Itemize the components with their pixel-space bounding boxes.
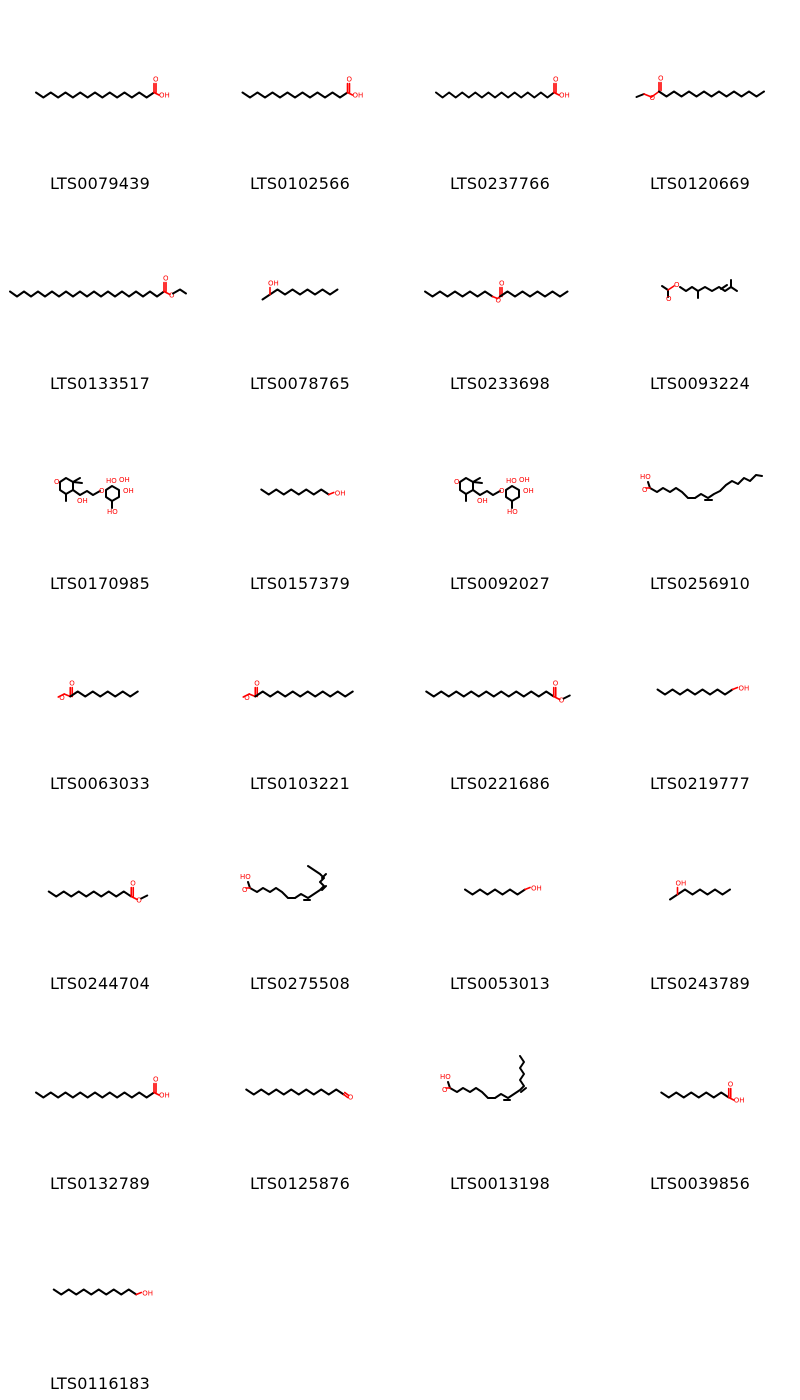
structure-drawing: [400, 400, 600, 560]
structure-drawing: [0, 400, 200, 560]
molecule-id-label: LTS0244704: [50, 974, 150, 993]
hydroxyl-label: HO: [507, 508, 518, 516]
molecule-cell: [400, 400, 600, 600]
molecule-cell: [0, 400, 200, 600]
molecule-cell: [0, 0, 200, 200]
hydroxyl-bond: [525, 888, 530, 890]
molecule-id-label: LTS0219777: [650, 774, 750, 793]
molecule-cell: [200, 400, 400, 600]
ester-oxygen-label: O: [649, 94, 656, 102]
bond-chain: [60, 478, 73, 494]
ester-oxygen-label: O: [59, 694, 65, 702]
hydroxyl-label: HO: [240, 873, 251, 881]
oxygen-label: O: [658, 74, 664, 83]
ketone-oxygen-label: O: [454, 478, 460, 486]
bond-chain: [73, 490, 100, 495]
oxygen-label: O: [242, 886, 248, 894]
oxygen-label: O: [153, 1075, 159, 1084]
hydroxyl-label: OH: [159, 1091, 170, 1100]
glycosidic-oxygen-label: O: [499, 487, 505, 495]
molecule-id-label: LTS0063033: [50, 774, 150, 793]
structure-drawing: [0, 200, 200, 360]
structure-drawing: [600, 800, 800, 960]
structure-drawing: [200, 1000, 400, 1160]
molecule-id-label: LTS0256910: [650, 574, 750, 593]
structure-drawing: [200, 0, 400, 160]
oxygen-label: O: [499, 279, 505, 288]
structure-drawing: [0, 1000, 200, 1160]
bond-chain: [678, 890, 731, 895]
molecule-cell: [0, 1200, 200, 1400]
ester-oxygen-label: O: [558, 696, 565, 705]
hydroxyl-bond: [733, 688, 738, 690]
oxygen-label: O: [727, 1080, 734, 1089]
bond-chain: [10, 292, 164, 297]
molecule-cell: [200, 800, 400, 1000]
molecule-id-label: LTS0092027: [450, 574, 550, 593]
bond-chain: [70, 692, 138, 697]
hydroxyl-label: HO: [107, 508, 118, 516]
methyl-bond: [141, 896, 147, 899]
molecule-id-label: LTS0132789: [50, 1174, 150, 1193]
molecule-id-label: LTS0237766: [450, 174, 550, 193]
molecule-id-label: LTS0093224: [650, 374, 750, 393]
molecule-cell: [200, 1000, 400, 1200]
structure-drawing: [0, 1200, 200, 1360]
molecule-id-label: LTS0116183: [50, 1374, 150, 1393]
bond-chain: [495, 1056, 524, 1098]
ester-oxygen-label: O: [674, 281, 680, 289]
bond-chain: [49, 892, 132, 897]
hydroxyl-label: OH: [675, 879, 687, 888]
hydroxyl-label: OH: [559, 91, 570, 100]
hydroxyl-label: OH: [531, 884, 542, 893]
bond-chain: [460, 478, 473, 494]
double-bond: [721, 285, 727, 289]
methyl-bond: [73, 482, 82, 483]
bond-chain: [246, 1090, 344, 1095]
molecule-cell: [400, 1000, 600, 1200]
molecule-id-label: LTS0157379: [250, 574, 350, 593]
molecule-id-label: LTS0039856: [650, 1174, 750, 1193]
oxygen-label: O: [666, 295, 672, 303]
ester-oxygen-label: O: [169, 291, 175, 300]
bond-chain: [500, 292, 568, 297]
molecule-cell: [0, 600, 200, 800]
structure-drawing: [600, 600, 800, 760]
structure-drawing: [400, 1000, 600, 1160]
hydroxyl-label: OH: [142, 1289, 154, 1298]
molecule-cell: [0, 200, 200, 400]
bond-chain: [661, 1093, 729, 1098]
oxygen-label: O: [552, 679, 559, 688]
hydroxyl-bond: [329, 493, 334, 495]
molecule-cell: [400, 200, 600, 400]
structure-drawing: [200, 600, 400, 760]
structure-drawing: [0, 600, 200, 760]
hydroxyl-label: OH: [733, 1096, 745, 1105]
molecule-id-label: LTS0103221: [250, 774, 350, 793]
structure-drawing: [400, 600, 600, 760]
hydroxyl-label: HO: [440, 1073, 451, 1081]
bond-chain: [248, 882, 295, 898]
oxygen-label: O: [153, 75, 159, 84]
hydroxyl-label: OH: [159, 91, 170, 100]
hydroxyl-label: OH: [123, 487, 134, 495]
oxygen-label: O: [254, 679, 260, 688]
structure-drawing: [600, 0, 800, 160]
hydroxyl-label: HO: [106, 477, 117, 485]
oxygen-label: O: [346, 75, 353, 84]
bond-chain: [637, 94, 645, 97]
hydroxyl-label: OH: [477, 497, 488, 505]
molecule-id-label: LTS0079439: [50, 174, 150, 193]
structure-drawing: [200, 400, 400, 560]
methyl-bond: [564, 696, 570, 699]
bond-chain: [695, 475, 762, 498]
bond-chain: [36, 93, 154, 98]
structure-drawing: [400, 0, 600, 160]
ester-oxygen-label: O: [495, 296, 502, 305]
molecule-cell: [600, 200, 800, 400]
structure-drawing: [400, 800, 600, 960]
bond-chain: [680, 287, 698, 298]
bond-chain: [261, 490, 329, 495]
bond-chain: [506, 486, 519, 501]
bond-chain: [243, 93, 348, 98]
molecule-cell: [0, 800, 200, 1000]
oxygen-label: O: [347, 1093, 354, 1102]
methyl-bond: [670, 895, 678, 900]
bond-chain: [465, 890, 525, 895]
structure-drawing: [200, 200, 400, 360]
bond-chain: [648, 482, 695, 498]
structure-drawing: [200, 800, 400, 960]
bond-chain: [270, 290, 338, 295]
hydroxyl-label: OH: [119, 476, 130, 484]
molecule-cell: [400, 600, 600, 800]
bond-chain: [448, 1082, 495, 1098]
molecule-id-label: LTS0170985: [50, 574, 150, 593]
double-bond: [322, 874, 326, 878]
molecule-id-label: LTS0233698: [450, 374, 550, 393]
oxygen-label: O: [130, 879, 136, 888]
molecule-id-label: LTS0221686: [450, 774, 550, 793]
hydroxyl-label: OH: [77, 497, 88, 505]
oxygen-label: O: [442, 1086, 448, 1094]
ester-oxygen-label: O: [244, 694, 250, 702]
oxygen-label: O: [69, 679, 75, 688]
molecule-cell: [200, 200, 400, 400]
methyl-bond: [473, 482, 482, 483]
molecule-cell: [0, 1000, 200, 1200]
molecule-id-label: LTS0013198: [450, 1174, 550, 1193]
bond-chain: [255, 692, 353, 697]
hydroxyl-label: OH: [738, 684, 750, 693]
bond-chain: [36, 1093, 154, 1098]
bond-chain: [659, 92, 764, 97]
glycosidic-oxygen-label: O: [99, 487, 105, 495]
molecule-id-label: LTS0243789: [650, 974, 750, 993]
hydroxyl-label: HO: [640, 473, 651, 481]
bond-chain: [658, 690, 733, 695]
structure-drawing: [600, 1000, 800, 1160]
methyl-bond: [263, 295, 271, 300]
bond-chain: [295, 866, 324, 898]
molecule-id-label: LTS0078765: [250, 374, 350, 393]
molecule-cell: [600, 600, 800, 800]
structure-drawing: [600, 400, 800, 560]
structure-drawing: [400, 200, 600, 360]
molecule-cell: [200, 0, 400, 200]
molecule-cell: [400, 0, 600, 200]
hydroxyl-label: OH: [519, 476, 530, 484]
bond-chain: [173, 290, 186, 294]
bond-chain: [473, 490, 500, 495]
molecule-cell: [600, 0, 800, 200]
bond-chain: [106, 486, 119, 501]
ester-oxygen-label: O: [136, 896, 142, 905]
molecule-cell: [600, 400, 800, 600]
ketone-oxygen-label: O: [54, 478, 60, 486]
molecule-id-label: LTS0053013: [450, 974, 550, 993]
molecule-id-label: LTS0120669: [650, 174, 750, 193]
hydroxyl-label: OH: [334, 489, 346, 498]
hydroxyl-label: OH: [523, 487, 534, 495]
hydroxyl-label: OH: [352, 91, 364, 100]
oxygen-label: O: [163, 274, 169, 283]
molecule-cell: [600, 1000, 800, 1200]
molecule-cell: [600, 800, 800, 1000]
bond-chain: [54, 1290, 137, 1295]
structure-drawing: [600, 200, 800, 360]
bond-chain: [425, 292, 493, 297]
molecule-id-label: LTS0275508: [250, 974, 350, 993]
oxygen-label: O: [553, 75, 559, 84]
molecule-id-label: LTS0102566: [250, 174, 350, 193]
hydroxyl-label: OH: [268, 279, 279, 288]
molecule-id-label: LTS0125876: [250, 1174, 350, 1193]
structure-drawing: [0, 0, 200, 160]
oxygen-label: O: [642, 486, 648, 494]
methyl-bond: [731, 287, 737, 291]
molecule-cell: [400, 800, 600, 1000]
hydroxyl-bond: [136, 1293, 141, 1295]
molecule-cell: [200, 600, 400, 800]
bond-chain: [426, 692, 554, 697]
structure-drawing: [0, 800, 200, 960]
molecule-id-label: LTS0133517: [50, 374, 150, 393]
hydroxyl-label: HO: [506, 477, 517, 485]
bond-chain: [436, 93, 554, 98]
